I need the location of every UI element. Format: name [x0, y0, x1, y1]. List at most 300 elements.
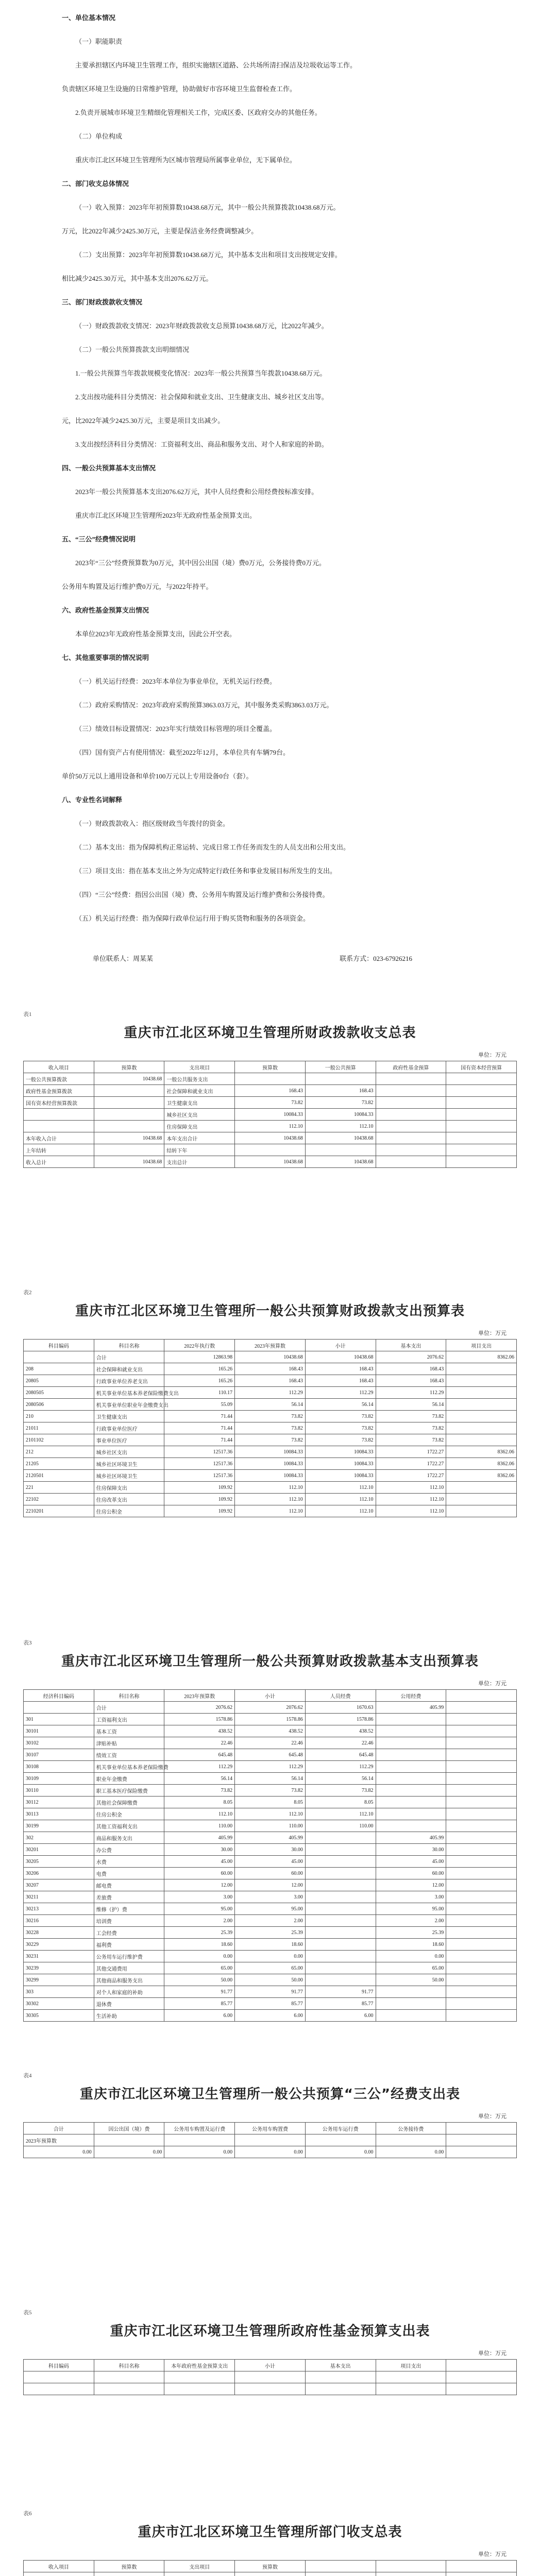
table-cell: [446, 1737, 517, 1749]
table-cell: [235, 2371, 306, 2383]
table-section-dept-total: [23, 2509, 517, 2576]
table-row: [24, 1939, 517, 1951]
table-cell: 10438.68: [94, 1132, 164, 1144]
table-cell: [235, 2572, 306, 2576]
table-cell: 405.99: [164, 1832, 235, 1844]
table-cell: 住房保障支出: [164, 1121, 235, 1132]
table-cell: 20805: [24, 1375, 94, 1387]
explanation-line: 七、其他重要事项的情况说明: [62, 654, 149, 662]
table-cell: 438.52: [305, 1725, 376, 1737]
table-row: [24, 1156, 517, 1168]
table-cell: 8362.06: [446, 1458, 517, 1470]
column-header: 收入项目: [24, 2561, 94, 2572]
table-cell: 112.29: [164, 1761, 235, 1773]
sheet-tag: 表6: [23, 2511, 32, 2517]
explanation-line: 2.负责开展城市环境卫生精细化管理相关工作，完成区委、区政府交办的其他任务。: [75, 109, 322, 116]
table-cell: 112.29: [235, 1387, 306, 1399]
table-title: 重庆市江北区环境卫生管理所一般公共预算财政拨款基本支出预算表: [61, 1654, 479, 1669]
table-cell: 福利费: [94, 1939, 164, 1951]
table-cell: [446, 1939, 517, 1951]
table-cell: 2120501: [24, 1470, 94, 1482]
unit-label: 单位：万元: [478, 2113, 507, 2120]
table-cell: 办公费: [94, 1844, 164, 1856]
table-cell: 3.00: [376, 1891, 446, 1903]
table-cell: 65.00: [235, 1962, 306, 1974]
table-section-three-public: [23, 2071, 517, 2158]
table-cell: [235, 2134, 306, 2146]
table-cell: 168.43: [235, 1085, 306, 1097]
table-row: [24, 1820, 517, 1832]
table-section-fund-budget: [23, 2308, 517, 2395]
table-cell: 109.92: [164, 1494, 235, 1505]
explanation-line: 3.支出按经济科目分类情况：工资福利支出、商品和服务支出、对个人和家庭的补助。: [75, 440, 328, 448]
table-cell: 6.00: [235, 2010, 306, 2022]
table-cell: [446, 2134, 517, 2146]
table-cell: 71.44: [164, 1422, 235, 1434]
table-row: [24, 1737, 517, 1749]
table-cell: 30239: [24, 1962, 94, 1974]
table-cell: [164, 2134, 235, 2146]
table-cell: [376, 1156, 446, 1168]
explanation-line: （五）机关运行经费：指为保障行政单位运行用于购买货物和服务的各项资金。: [75, 914, 310, 922]
table-cell: 73.82: [305, 1785, 376, 1797]
table-cell: 12863.98: [164, 1351, 235, 1363]
table-row: [24, 2146, 517, 2158]
explanation-line: 单价50万元以上通用设备和单价100万元以上专用设备0台（套）。: [62, 772, 253, 780]
table-cell: 行政事业单位养老支出: [94, 1375, 164, 1387]
table-cell: 112.10: [376, 1482, 446, 1494]
table-cell: 85.77: [164, 1998, 235, 2010]
column-header: 本年政府性基金预算支出: [164, 2360, 235, 2371]
table-cell: 56.14: [305, 1399, 376, 1411]
explanation-line: （一）财政拨款收入：指区级财政当年拨付的资金。: [75, 820, 230, 827]
table-cell: 10084.33: [305, 1109, 376, 1121]
table-row: [24, 1399, 517, 1411]
table-cell: [94, 1121, 164, 1132]
table-cell: [376, 2371, 446, 2383]
explanation-line: （三）绩效目标设置情况：2023年实行绩效目标管理的项目全覆盖。: [75, 725, 277, 733]
table-cell: 行政事业单位医疗: [94, 1422, 164, 1434]
table-cell: 10084.33: [305, 1446, 376, 1458]
table-cell: 25.39: [376, 1927, 446, 1939]
table-cell: 95.00: [235, 1903, 306, 1915]
table-cell: 208: [24, 1363, 94, 1375]
column-header: 支出项目: [164, 2561, 235, 2572]
table-cell: 85.77: [305, 1998, 376, 2010]
table-cell: 0.00: [24, 2146, 94, 2158]
table-cell: [446, 1702, 517, 1714]
column-header: [446, 2360, 517, 2371]
column-header: 科目名称: [94, 1340, 164, 1351]
table-section-revenue-expense: [23, 1010, 517, 1168]
table-cell: 2.00: [235, 1915, 306, 1927]
table-cell: [305, 1144, 376, 1156]
table-cell: 55.09: [164, 1399, 235, 1411]
contact-phone: 联系方式：023-67926216: [340, 955, 412, 962]
table-cell: [446, 1399, 517, 1411]
table-cell: [446, 1915, 517, 1927]
table-cell: 168.43: [376, 1363, 446, 1375]
table-cell: 112.10: [305, 1494, 376, 1505]
table-cell: 45.00: [376, 1856, 446, 1868]
table-header-row: [24, 1690, 517, 1702]
table-cell: [446, 1773, 517, 1785]
table-cell: 30107: [24, 1749, 94, 1761]
budget-table: [23, 2560, 517, 2576]
table-cell: 0.00: [164, 2146, 235, 2158]
table-cell: 30.00: [376, 1844, 446, 1856]
table-cell: 405.99: [235, 1832, 306, 1844]
table-cell: [305, 2383, 376, 2395]
table-cell: 73.82: [376, 1411, 446, 1422]
table-cell: 50.00: [164, 1974, 235, 1986]
table-cell: 10438.68: [235, 1351, 306, 1363]
table-row: [24, 2572, 517, 2576]
column-header: 公用经费: [376, 1690, 446, 1702]
table-cell: [376, 1109, 446, 1121]
explanation-line: （二）基本支出：指为保障机构正常运转、完成日常工作任务而发生的人员支出和公用支出。: [75, 843, 350, 851]
table-cell: [24, 1351, 94, 1363]
table-cell: 56.14: [235, 1399, 306, 1411]
table-cell: 21011: [24, 1422, 94, 1434]
table-cell: 卫生健康支出: [94, 1411, 164, 1422]
table-cell: 8362.06: [446, 1470, 517, 1482]
table-cell: [305, 1832, 376, 1844]
table-cell: [446, 1785, 517, 1797]
table-cell: 2.00: [164, 1915, 235, 1927]
table-cell: 405.99: [376, 1832, 446, 1844]
table-cell: 30305: [24, 2010, 94, 2022]
table-row: [24, 1773, 517, 1785]
table-cell: 168.43: [235, 1363, 306, 1375]
table-cell: 71.44: [164, 1411, 235, 1422]
table-cell: [446, 1725, 517, 1737]
table-cell: 50.00: [376, 1974, 446, 1986]
table-cell: [376, 1725, 446, 1737]
table-cell: 91.77: [164, 1986, 235, 1998]
table-cell: [446, 2572, 517, 2576]
table-cell: 收入总计: [24, 1156, 94, 1168]
table-cell: [446, 1505, 517, 1517]
table-cell: 1722.27: [376, 1470, 446, 1482]
column-header: 小计: [305, 1340, 376, 1351]
table-cell: 工会经费: [94, 1927, 164, 1939]
table-cell: 645.48: [305, 1749, 376, 1761]
table-cell: [94, 2371, 164, 2383]
table-cell: 60.00: [164, 1868, 235, 1879]
table-row: [24, 1856, 517, 1868]
table-cell: 支出总计: [164, 1156, 235, 1168]
explanation-line: 相比减少2425.30万元，其中基本支出2076.62万元。: [62, 275, 213, 282]
table-row: [24, 1085, 517, 1097]
column-header: 基本支出: [376, 1340, 446, 1351]
table-cell: 73.82: [376, 1434, 446, 1446]
table-cell: [446, 1797, 517, 1808]
table-row: [24, 2383, 517, 2395]
table-cell: [305, 1951, 376, 1962]
table-row: [24, 1434, 517, 1446]
table-section-basic-expense: [23, 1638, 517, 2022]
table-cell: 2.00: [376, 1915, 446, 1927]
column-header: 预算数: [94, 2561, 164, 2572]
table-cell: 0.00: [305, 2146, 376, 2158]
table-cell: 645.48: [164, 1749, 235, 1761]
table-cell: 30205: [24, 1856, 94, 1868]
table-cell: 10438.68: [94, 1073, 164, 1085]
table-cell: 112.10: [305, 1121, 376, 1132]
table-cell: 25.39: [164, 1927, 235, 1939]
table-cell: 212: [24, 1446, 94, 1458]
table-cell: [376, 1749, 446, 1761]
table-cell: [376, 2134, 446, 2146]
explanation-line: 八、专业性名词解释: [62, 796, 123, 804]
table-cell: 8.05: [235, 1797, 306, 1808]
table-cell: 10438.68: [305, 1351, 376, 1363]
table-cell: 合计: [94, 1702, 164, 1714]
table-cell: [446, 1891, 517, 1903]
table-cell: [446, 1144, 517, 1156]
table-row: [24, 1505, 517, 1517]
table-cell: 培训费: [94, 1915, 164, 1927]
table-cell: [446, 1363, 517, 1375]
explanation-line: 1.一般公共预算当年拨款规模变化情况：2023年一般公共预算当年拨款10438.68万元。: [75, 369, 327, 377]
table-cell: 30228: [24, 1927, 94, 1939]
table-cell: 1722.27: [376, 1458, 446, 1470]
table-title: 重庆市江北区环境卫生管理所政府性基金预算支出表: [110, 2324, 430, 2339]
table-cell: 8362.06: [446, 1351, 517, 1363]
table-cell: [24, 1121, 94, 1132]
table-cell: 71.44: [164, 1434, 235, 1446]
table-cell: 56.14: [376, 1399, 446, 1411]
table-cell: 45.00: [164, 1856, 235, 1868]
unit-label: 单位：万元: [478, 1052, 507, 1058]
table-cell: 168.43: [305, 1375, 376, 1387]
explanation-line: （一）职能职责: [75, 38, 123, 45]
explanation-line: （二）政府采购情况：2023年政府采购预算3863.03万元，其中服务类采购3863.03万元。: [75, 701, 333, 709]
table-cell: 112.10: [305, 1808, 376, 1820]
table-cell: 56.14: [164, 1773, 235, 1785]
table-cell: [446, 1375, 517, 1387]
table-cell: 12517.36: [164, 1446, 235, 1458]
explanation-line: 本单位2023年无政府性基金预算支出，因此公开空表。: [75, 630, 237, 638]
table-cell: 城乡社区环境卫生: [94, 1458, 164, 1470]
explanation-line: 元，比2022年减少2425.30万元，主要是项目支出减少。: [62, 417, 225, 425]
table-cell: 30108: [24, 1761, 94, 1773]
table-cell: 合计: [94, 1351, 164, 1363]
table-cell: 10438.68: [235, 1132, 306, 1144]
column-header: 预算数: [235, 2561, 306, 2572]
explanation-line: 六、政府性基金预算支出情况: [62, 606, 149, 614]
table-cell: 一般公共服务支出: [164, 1073, 235, 1085]
table-row: [24, 1097, 517, 1109]
table-cell: [305, 1879, 376, 1891]
table-row: [24, 1144, 517, 1156]
table-cell: 本年支出合计: [164, 1132, 235, 1144]
table-cell: [305, 1962, 376, 1974]
table-cell: [446, 1073, 517, 1085]
budget-table: [23, 1689, 517, 2022]
budget-table: [23, 2122, 517, 2158]
table-row: [24, 1422, 517, 1434]
table-row: [24, 1121, 517, 1132]
table-cell: [446, 1494, 517, 1505]
table-cell: 商品和服务支出: [94, 1832, 164, 1844]
sheet-tag: 表3: [23, 1640, 32, 1646]
table-cell: 73.82: [235, 1422, 306, 1434]
explanation-line: （四）国有资产占有使用情况：截至2022年12月，本单位共有车辆79台。: [75, 749, 290, 756]
table-cell: 30110: [24, 1785, 94, 1797]
table-cell: 8.05: [164, 1797, 235, 1808]
unit-label: 单位：万元: [478, 1681, 507, 1687]
column-header: 合计: [24, 2123, 94, 2134]
table-row: [24, 2371, 517, 2383]
table-row: [24, 1073, 517, 1085]
table-cell: [94, 2572, 164, 2576]
column-header: [446, 1690, 517, 1702]
table-header-row: [24, 1340, 517, 1351]
table-cell: 机关事业单位基本养老保险缴费: [94, 1761, 164, 1773]
table-cell: 109.92: [164, 1482, 235, 1494]
table-cell: 10084.33: [305, 1458, 376, 1470]
table-cell: 30213: [24, 1903, 94, 1915]
explanation-line: 重庆市江北区环境卫生管理所2023年无政府性基金预算支出。: [75, 512, 257, 519]
table-row: [24, 1749, 517, 1761]
table-cell: [446, 1832, 517, 1844]
table-section-general-budget-expense: [23, 1288, 517, 1517]
column-header: 一般公共预算: [305, 1061, 376, 1073]
table-cell: [376, 1773, 446, 1785]
table-cell: [305, 1891, 376, 1903]
table-cell: 405.99: [376, 1702, 446, 1714]
table-cell: 10084.33: [235, 1470, 306, 1482]
table-cell: 73.82: [235, 1434, 306, 1446]
table-cell: 18.60: [164, 1939, 235, 1951]
table-cell: 上年结转: [24, 1144, 94, 1156]
table-cell: [376, 1808, 446, 1820]
explanation-line: 二、部门收支总体情况: [62, 180, 129, 188]
table-cell: 30.00: [235, 1844, 306, 1856]
table-cell: 30207: [24, 1879, 94, 1891]
table-cell: 112.10: [235, 1494, 306, 1505]
table-cell: [376, 1797, 446, 1808]
table-cell: [446, 1411, 517, 1422]
table-row: [24, 1832, 517, 1844]
table-cell: [376, 1820, 446, 1832]
table-cell: 电费: [94, 1868, 164, 1879]
table-cell: [94, 1085, 164, 1097]
table-cell: [446, 1998, 517, 2010]
table-cell: [94, 1097, 164, 1109]
table-cell: 56.14: [235, 1773, 306, 1785]
table-cell: 其他交通费用: [94, 1962, 164, 1974]
table-cell: [164, 2383, 235, 2395]
table-cell: 302: [24, 1832, 94, 1844]
table-row: [24, 1387, 517, 1399]
table-cell: [376, 2572, 446, 2576]
table-cell: [446, 1856, 517, 1868]
table-row: [24, 1132, 517, 1144]
column-header: 政府性基金预算: [376, 1061, 446, 1073]
column-header: 科目名称: [94, 2360, 164, 2371]
table-cell: 10084.33: [235, 1109, 306, 1121]
table-cell: 2076.62: [376, 1351, 446, 1363]
sheet-tag: 表2: [23, 1290, 32, 1296]
table-cell: 0.00: [94, 2146, 164, 2158]
table-cell: 12.00: [164, 1879, 235, 1891]
table-cell: 工资福利支出: [94, 1714, 164, 1725]
column-header: 2022年执行数: [164, 1340, 235, 1351]
sheet-tag: 表5: [23, 2310, 32, 2316]
table-cell: 221: [24, 1482, 94, 1494]
table-cell: [376, 1097, 446, 1109]
explanation-line: （二）一般公共预算拨款支出明细情况: [75, 346, 190, 353]
unit-label: 单位：万元: [478, 2350, 507, 2357]
table-cell: 社会保障和就业支出: [94, 1363, 164, 1375]
table-cell: 公务用车运行维护费: [94, 1951, 164, 1962]
table-cell: 职业年金缴费: [94, 1773, 164, 1785]
table-cell: 0.00: [235, 2146, 306, 2158]
table-cell: 10084.33: [235, 1446, 306, 1458]
table-cell: [376, 1073, 446, 1085]
explanation-line: 2.支出按功能科目分类情况：社会保障和就业支出、卫生健康支出、城乡社区支出等。: [75, 393, 328, 401]
table-cell: 2101102: [24, 1434, 94, 1446]
column-header: 人员经费: [305, 1690, 376, 1702]
table-cell: [376, 1998, 446, 2010]
table-cell: 73.82: [376, 1422, 446, 1434]
table-cell: [24, 2572, 94, 2576]
table-cell: 30229: [24, 1939, 94, 1951]
column-header: 预算数: [235, 1061, 306, 1073]
table-row: [24, 1458, 517, 1470]
table-cell: 73.82: [235, 1097, 306, 1109]
explanation-line: 2023年“三公”经费预算数为0万元，其中因公出国（境）费0万元，公务接待费0万元。: [75, 559, 326, 567]
table-cell: 绩效工资: [94, 1749, 164, 1761]
table-cell: 12517.36: [164, 1458, 235, 1470]
table-cell: 机关事业单位基本养老保险缴费支出: [94, 1387, 164, 1399]
explanation-line: （四）“三公”经费：指因公出国（境）费、公务用车购置及运行维护费和公务接待费。: [75, 891, 329, 899]
table-cell: 社会保障和就业支出: [164, 1085, 235, 1097]
table-cell: 22102: [24, 1494, 94, 1505]
table-cell: [305, 1856, 376, 1868]
table-cell: 0.00: [235, 1951, 306, 1962]
explanation-line: 一、单位基本情况: [62, 14, 116, 22]
table-cell: 303: [24, 1986, 94, 1998]
column-header: 2023年预算数: [235, 1340, 306, 1351]
table-cell: 30.00: [164, 1844, 235, 1856]
table-cell: 机关事业单位职业年金缴费支出: [94, 1399, 164, 1411]
explanation-line: （一）机关运行经费：2023年本单位为事业单位，无机关运行经费。: [75, 677, 277, 685]
explanation-line: 主要承担辖区内环境卫生管理工作，组织实施辖区道路、公共场所清扫保洁及垃圾收运等工作。: [75, 61, 357, 69]
table-cell: 住房公积金: [94, 1808, 164, 1820]
table-cell: 退休费: [94, 1998, 164, 2010]
table-cell: 城乡社区支出: [94, 1446, 164, 1458]
table-cell: [446, 1085, 517, 1097]
table-cell: 73.82: [305, 1422, 376, 1434]
table-cell: [376, 1085, 446, 1097]
table-cell: 2080506: [24, 1399, 94, 1411]
table-cell: [446, 2383, 517, 2395]
table-cell: 12.00: [235, 1879, 306, 1891]
table-cell: 112.10: [305, 1482, 376, 1494]
unit-label: 单位：万元: [478, 2551, 507, 2557]
table-cell: 112.10: [305, 1505, 376, 1517]
table-cell: 其他商品和服务支出: [94, 1974, 164, 1986]
table-cell: 112.29: [235, 1761, 306, 1773]
table-row: [24, 1363, 517, 1375]
table-cell: 维修（护）费: [94, 1903, 164, 1915]
table-cell: 112.10: [376, 1505, 446, 1517]
table-cell: [305, 1915, 376, 1927]
